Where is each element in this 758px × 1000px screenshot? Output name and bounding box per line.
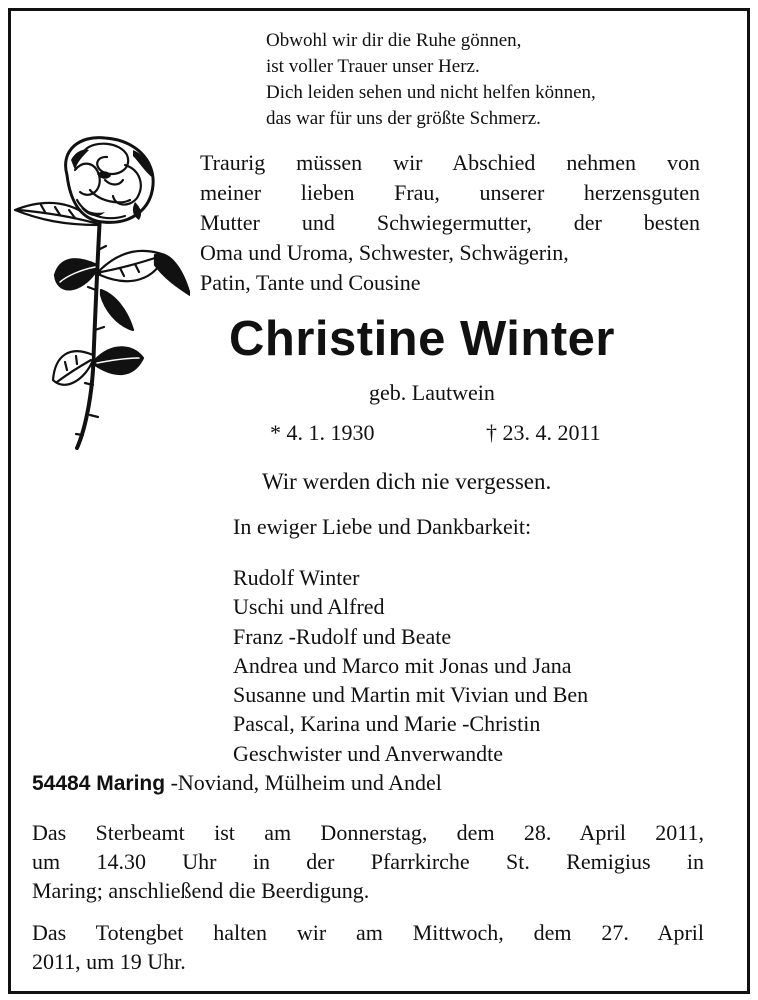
poem-line: Obwohl wir dir die Ruhe gönnen, <box>266 30 522 51</box>
poem-line: das war für uns der größte Schmerz. <box>266 108 541 129</box>
intro-line: Patin, Tante und Cousine <box>200 270 421 295</box>
intro-line: Traurig müssen wir Abschied nehmen von <box>200 150 700 175</box>
location-town: 54484 Maring <box>32 772 166 795</box>
funeral-line: Das Sterbeamt ist am Donnerstag, dem 28. April 2011, <box>32 820 704 845</box>
birth-date: * 4. 1. 1930 <box>270 420 375 445</box>
prayer-line: Das Totengbet halten wir am Mittwoch, dem 27. April <box>32 920 704 945</box>
location-rest: -Noviand, Mülheim und Andel <box>170 770 442 795</box>
mourner-line: Franz -Rudolf und Beate <box>233 624 452 649</box>
poem-line: ist voller Trauer unser Herz. <box>266 56 480 77</box>
poem-line: Dich leiden sehen und nicht helfen können, <box>266 82 596 103</box>
mourner-line: Susanne und Martin mit Vivian und Ben <box>233 682 589 707</box>
death-date: † 23. 4. 2011 <box>486 420 601 445</box>
mourner-line: Rudolf Winter <box>233 565 360 590</box>
funeral-line: Maring; anschließend die Beerdigung. <box>32 878 370 903</box>
intro-line: Oma und Uroma, Schwester, Schwägerin, <box>200 240 569 265</box>
location <box>32 770 442 796</box>
rose-icon <box>5 130 190 450</box>
mourner-line: Uschi und Alfred <box>233 594 385 619</box>
mourner-line: Geschwister und Anverwandte <box>233 741 504 766</box>
prayer-line: 2011, um 19 Uhr. <box>32 949 186 974</box>
funeral-line: um 14.30 Uhr in der Pfarrkirche St. Remigius in <box>32 849 704 874</box>
intro-line: meiner lieben Frau, unserer herzensguten <box>200 180 700 205</box>
motto: Wir werden dich nie vergessen. <box>262 469 552 494</box>
intro-line: Mutter und Schwiegermutter, der besten <box>200 210 700 235</box>
maiden-name: geb. Lautwein <box>369 380 495 405</box>
deceased-name: Christine Winter <box>229 312 615 366</box>
mourner-line: Andrea und Marco mit Jonas und Jana <box>233 653 572 678</box>
dedication: In ewiger Liebe und Dankbarkeit: <box>233 514 532 539</box>
mourner-line: Pascal, Karina und Marie -Christin <box>233 711 541 736</box>
